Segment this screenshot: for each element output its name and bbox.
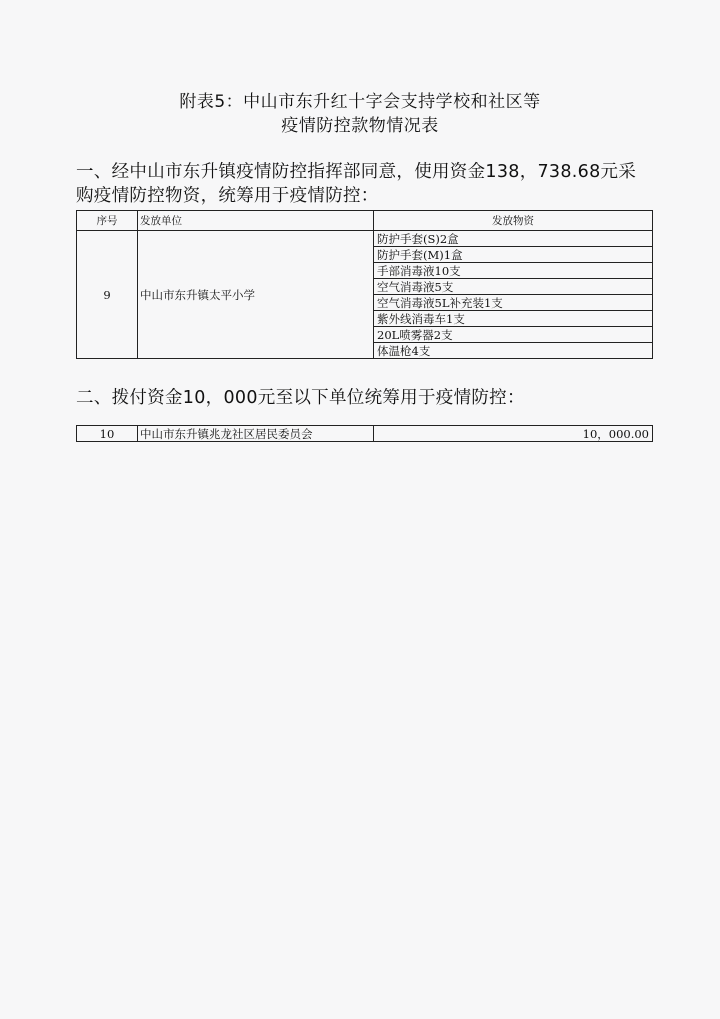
table-row — [77, 231, 653, 247]
row-unit: 中山市东升镇太平小学 — [138, 231, 374, 359]
table-row — [77, 426, 653, 442]
funds-table — [76, 425, 653, 442]
supply-item: 紫外线消毒车1支 — [374, 311, 653, 327]
header-seq: 序号 — [77, 211, 138, 231]
section-1-heading-line-1: 一、经中山市东升镇疫情防控指挥部同意，使用资金138，738.68元采 — [76, 162, 637, 182]
supply-item: 防护手套(M)1盒 — [374, 247, 653, 263]
funds-row-amount: 10，000.00 — [374, 426, 653, 442]
supply-item: 20L喷雾器2支 — [374, 327, 653, 343]
header-unit: 发放单位 — [138, 211, 374, 231]
funds-row-seq: 10 — [77, 426, 138, 442]
supplies-table — [76, 210, 653, 359]
document-title-line-2: 疫情防控款物情况表 — [281, 116, 439, 136]
funds-row-unit: 中山市东升镇兆龙社区居民委员会 — [138, 426, 374, 442]
document-title-line-1: 附表5：中山市东升红十字会支持学校和社区等 — [179, 92, 541, 112]
supply-item: 空气消毒液5L补充装1支 — [374, 295, 653, 311]
header-items: 发放物资 — [374, 211, 653, 231]
section-2-heading: 二、拨付资金10，000元至以下单位统筹用于疫情防控： — [76, 388, 525, 408]
row-seq: 9 — [77, 231, 138, 359]
table-header-row — [77, 211, 653, 231]
supply-item: 手部消毒液10支 — [374, 263, 653, 279]
supply-item: 空气消毒液5支 — [374, 279, 653, 295]
supply-item: 体温枪4支 — [374, 343, 653, 359]
section-1-heading-line-2: 购疫情防控物资，统筹用于疫情防控： — [76, 186, 379, 206]
supply-item: 防护手套(S)2盒 — [374, 231, 653, 247]
